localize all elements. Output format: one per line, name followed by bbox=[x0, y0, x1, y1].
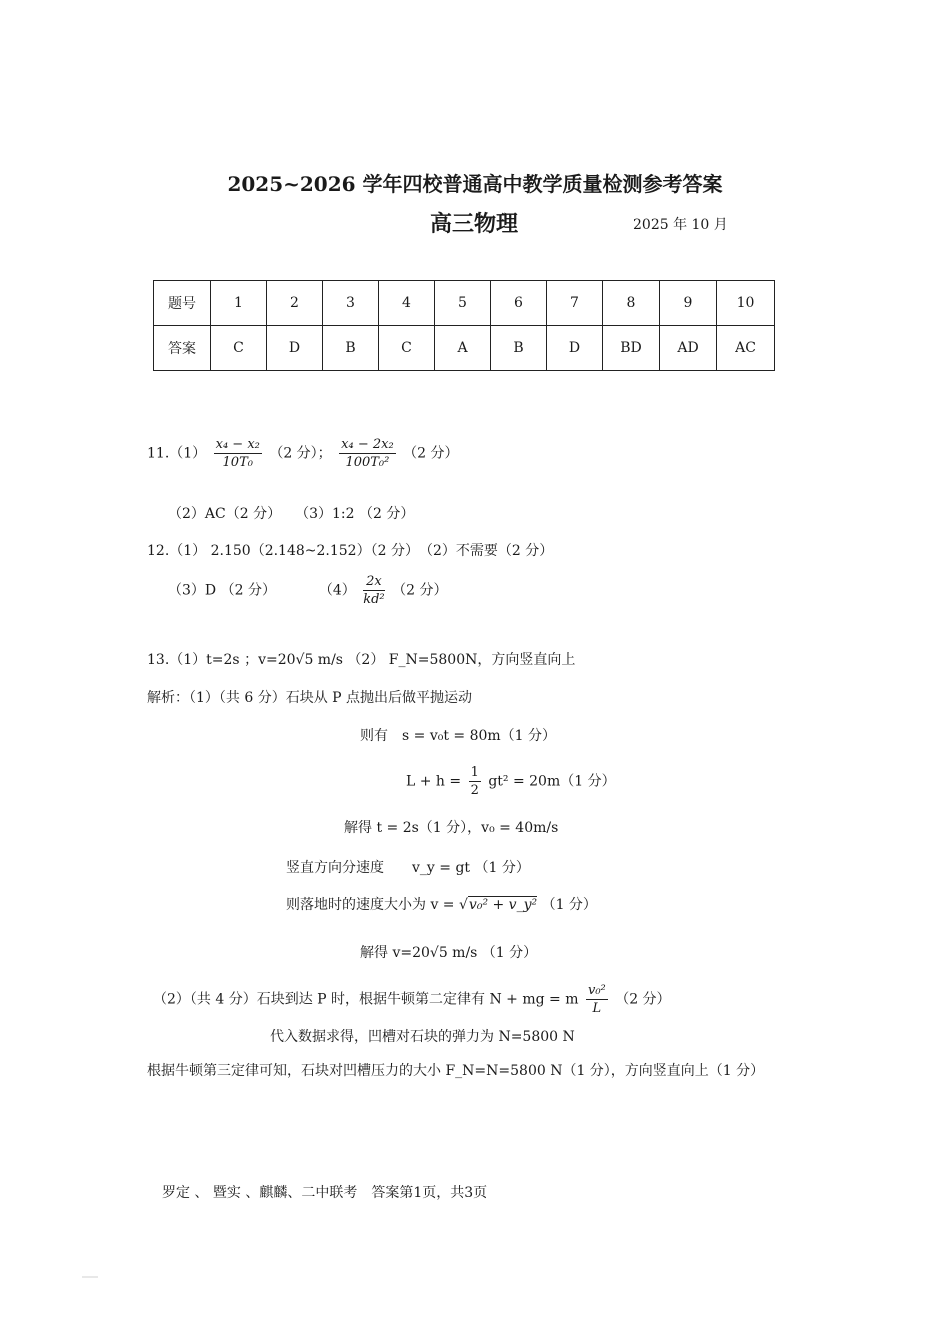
fraction-denominator: kd² bbox=[363, 592, 385, 607]
q12-part3-4 bbox=[168, 575, 447, 606]
q13-equation-1: 则有 s = v₀t = 80m（1 分） bbox=[360, 728, 557, 744]
question-number-row bbox=[154, 281, 775, 326]
sqrt-sign: √ bbox=[459, 897, 468, 913]
answer-cell: AD bbox=[660, 326, 717, 371]
q12-fraction bbox=[363, 575, 384, 606]
question-number: 6 bbox=[491, 281, 547, 326]
part2-fraction bbox=[586, 984, 608, 1015]
answer-cell: C bbox=[379, 326, 435, 371]
sqrt-radicand: v₀² + v_y² bbox=[468, 897, 538, 913]
answer-cell: C bbox=[211, 326, 267, 371]
question-number: 8 bbox=[603, 281, 660, 326]
fraction-denominator: 100T₀² bbox=[345, 455, 390, 470]
row-label: 答案 bbox=[154, 326, 211, 371]
question-number: 4 bbox=[379, 281, 435, 326]
question-number: 7 bbox=[547, 281, 603, 326]
q12-part4-label: （4） bbox=[318, 582, 356, 599]
q12-part4-score: （2 分） bbox=[392, 582, 448, 599]
equation-prefix: 则落地时的速度大小为 v = bbox=[286, 897, 455, 913]
answer-cell: D bbox=[267, 326, 323, 371]
question-number: 9 bbox=[660, 281, 717, 326]
question-number: 10 bbox=[717, 281, 775, 326]
q13-equation-6: 解得 v=20√5 m/s （1 分） bbox=[360, 945, 538, 961]
q11-part2-3: （2）AC（2 分） （3）1:2 （2 分） bbox=[168, 506, 415, 522]
fraction-denominator: L bbox=[592, 1001, 602, 1016]
answer-cell: BD bbox=[603, 326, 660, 371]
part2-score: （2 分） bbox=[615, 991, 671, 1008]
q11-part1 bbox=[147, 438, 458, 469]
answer-table bbox=[153, 280, 775, 371]
answer-cell: B bbox=[491, 326, 547, 371]
fraction-numerator: v₀² bbox=[587, 983, 606, 998]
q11-fraction-1 bbox=[214, 438, 262, 469]
q13-analysis-intro: 解析：（1）（共 6 分）石块从 P 点抛出后做平抛运动 bbox=[147, 690, 473, 706]
q13-part2-line2: 代入数据求得，凹槽对石块的弹力为 N=5800 N bbox=[270, 1029, 575, 1045]
fraction-denominator: 2 bbox=[470, 783, 479, 798]
q13-answer: 13.（1）t=2s ；v=20√5 m/s （2） F_N=5800N，方向竖直向上 bbox=[147, 652, 576, 668]
answer-row bbox=[154, 326, 775, 371]
fraction-denominator: 10T₀ bbox=[222, 455, 253, 470]
q11-fraction-2 bbox=[339, 438, 396, 469]
question-number: 2 bbox=[267, 281, 323, 326]
q13-equation-4: 竖直方向分速度 v_y = gt （1 分） bbox=[286, 860, 530, 876]
page-footer: 罗定 、 暨实 、麒麟、二中联考 答案第1页，共3页 bbox=[162, 1185, 488, 1201]
q13-equation-3: 解得 t = 2s（1 分），v₀ = 40m/s bbox=[344, 820, 559, 836]
q12-part1-2: 12.（1） 2.150（2.148~2.152）（2 分） （2）不需要（2 分） bbox=[147, 543, 554, 559]
subject-title: 高三物理 bbox=[430, 211, 519, 237]
exam-date: 2025 年 10 月 bbox=[633, 217, 728, 233]
fraction-numerator: x₄ − x₂ bbox=[215, 437, 260, 452]
equation-right: gt² = 20m（1 分） bbox=[488, 773, 616, 790]
fraction-numerator: 1 bbox=[470, 765, 479, 780]
answer-cell: A bbox=[435, 326, 491, 371]
answer-cell: D bbox=[547, 326, 603, 371]
q13-part2-line3: 根据牛顿第三定律可知，石块对凹槽压力的大小 F_N=N=5800 N（1 分），方向竖直向上（1 分） bbox=[147, 1063, 765, 1079]
q13-part2-equation bbox=[153, 984, 671, 1015]
question-number: 5 bbox=[435, 281, 491, 326]
fraction-numerator: x₄ − 2x₂ bbox=[341, 437, 394, 452]
q13-equation-2 bbox=[406, 766, 616, 797]
question-number: 1 bbox=[211, 281, 267, 326]
row-label: 题号 bbox=[154, 281, 211, 326]
half-fraction bbox=[469, 766, 481, 797]
answer-cell: B bbox=[323, 326, 379, 371]
answer-cell: AC bbox=[717, 326, 775, 371]
q11-label: 11.（1） bbox=[147, 445, 207, 462]
q13-equation-5 bbox=[286, 898, 597, 912]
fraction-numerator: 2x bbox=[363, 575, 384, 591]
equation-left: L + h = bbox=[406, 773, 462, 790]
scan-artifact bbox=[82, 1276, 98, 1278]
q11-score-1: （2 分）； bbox=[269, 445, 332, 462]
equation-score: （1 分） bbox=[541, 897, 597, 913]
part2-prefix: （2）（共 4 分）石块到达 P 时，根据牛顿第二定律有 N + mg = m bbox=[153, 991, 579, 1008]
document-title: 2025~2026 学年四校普通高中教学质量检测参考答案 bbox=[227, 172, 723, 196]
question-number: 3 bbox=[323, 281, 379, 326]
q12-part3: （3）D （2 分） bbox=[168, 582, 276, 599]
q11-score-2: （2 分） bbox=[403, 445, 459, 462]
